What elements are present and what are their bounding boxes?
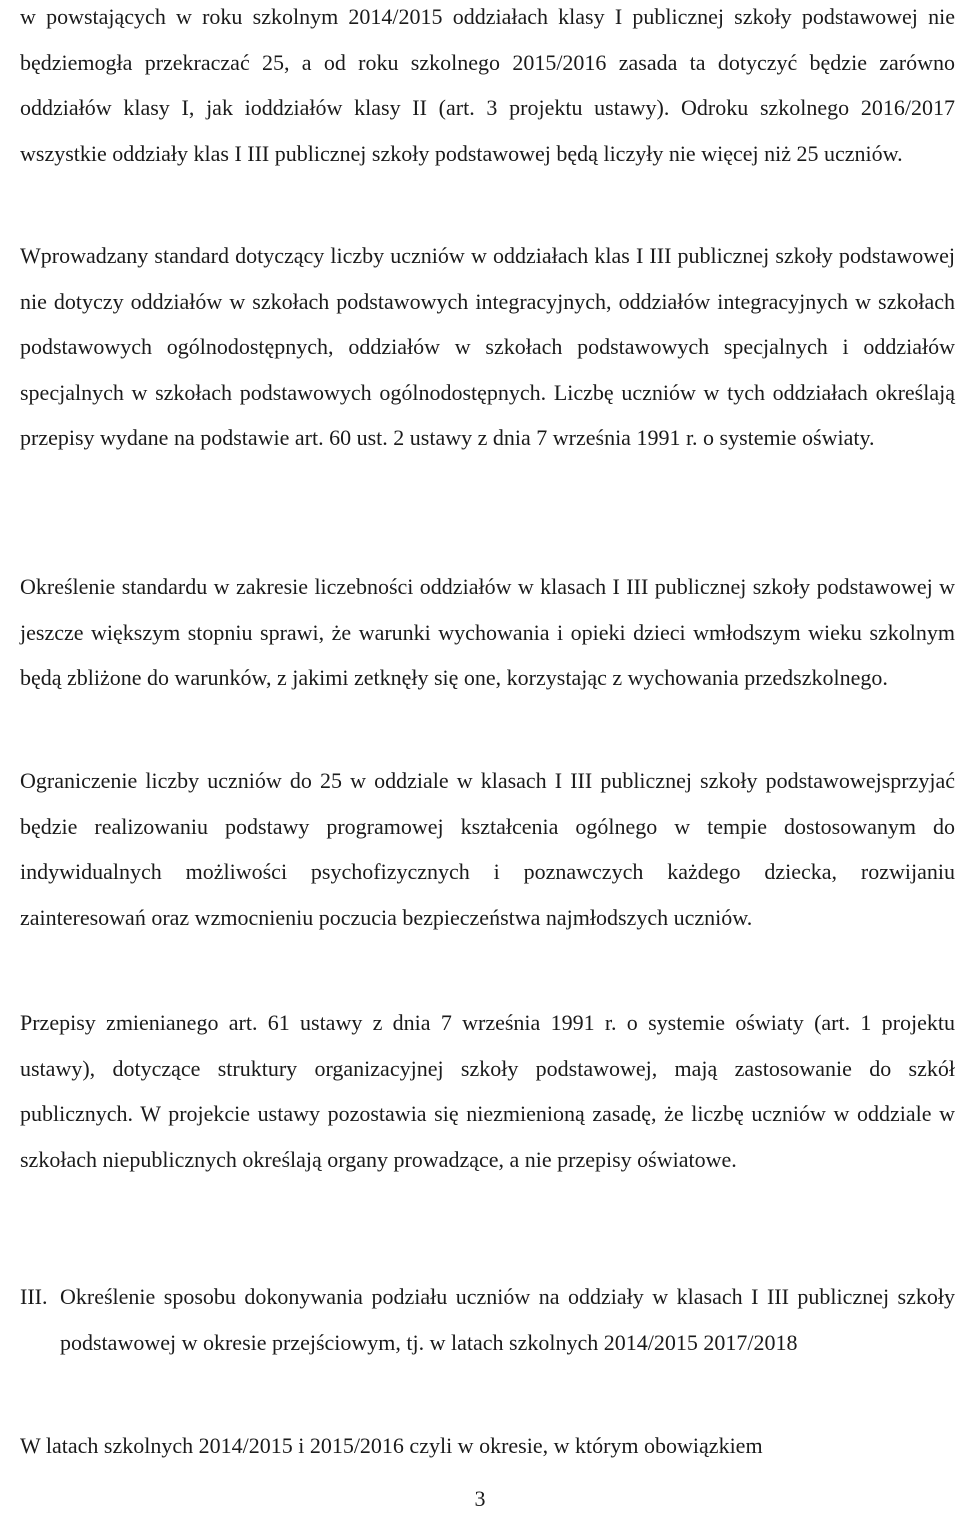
paragraph-1: w powstających w roku szkolnym 2014/2015 oddziałach klasy I publicznej szkoły podstawowej nie będziemogła przekraczać 25, a od roku szkolnego 2015/2016 zasada ta dotyczyć będzie zarówno oddziałów klasy I, jak ioddziałów klasy II (art. 3 projektu ustawy). Odroku szkolnego 2016/2017 wszystkie oddziały klas I III publicznej szkoły podstawowej będą liczyły nie więcej niż 25 uczniów. [20, 4, 955, 166]
paragraph-4: Ograniczenie liczby uczniów do 25 w oddziale w klasach I III publicznej szkoły podstawowejsprzyjać będzie realizowaniu podstawy programowej kształcenia ogólnego w tempie dostosowanym do indywidualnych możliwości psychofizycznych i poznawczych każdego dziecka, rozwijaniu zainteresowań oraz wzmocnieniu poczucia bezpieczeństwa najmłodszych uczniów. [20, 768, 955, 930]
paragraph-5: Przepisy zmienianego art. 61 ustawy z dnia 7 września 1991 r. o systemie oświaty (art. 1 projektu ustawy), dotyczące struktury organizacyjnej szkoły podstawowej, mają zastosowanie do szkół publicznych. W projekcie ustawy pozostawia się niezmienioną zasadę, że liczbę uczniów w oddziale w szkołach niepublicznych określają organy prowadzące, a nie przepisy oświatowe. [20, 1010, 955, 1172]
paragraph-3: Określenie standardu w zakresie liczebności oddziałów w klasach I III publicznej szkoły podstawowej w jeszcze większym stopniu sprawi, że warunki wychowania i opieki dzieci wmłodszym wieku szkolnym będą zbliżone do warunków, z jakimi zetknęły się one, korzystając z wychowania przedszkolnego. [20, 574, 955, 690]
section-heading [20, 1274, 955, 1365]
section-number: III. [20, 1284, 48, 1309]
page-number: 3 [474, 1486, 486, 1511]
paragraph-6: W latach szkolnych 2014/2015 i 2015/2016 czyli w okresie, w którym obowiązkiem [20, 1433, 763, 1458]
paragraph-2: Wprowadzany standard dotyczący liczby uczniów w oddziałach klas I III publicznej szkoły podstawowej nie dotyczy oddziałów w szkołach podstawowych integracyjnych, oddziałów integracyjnych w szkołach podstawowych ogólnodostępnych, oddziałów w szkołach podstawowych specjalnych i oddziałów specjalnych w szkołach podstawowych ogólnodostępnych. Liczbę uczniów w tych oddziałach określają przepisy wydane na podstawie art. 60 ust. 2 ustawy z dnia 7 września 1991 r. o systemie oświaty. [20, 243, 955, 450]
section-title: Określenie sposobu dokonywania podziału uczniów na oddziały w klasach I III publicznej szkoły podstawowej w okresie przejściowym, tj. w latach szkolnych 2014/2015 2017/2018 [60, 1284, 955, 1355]
